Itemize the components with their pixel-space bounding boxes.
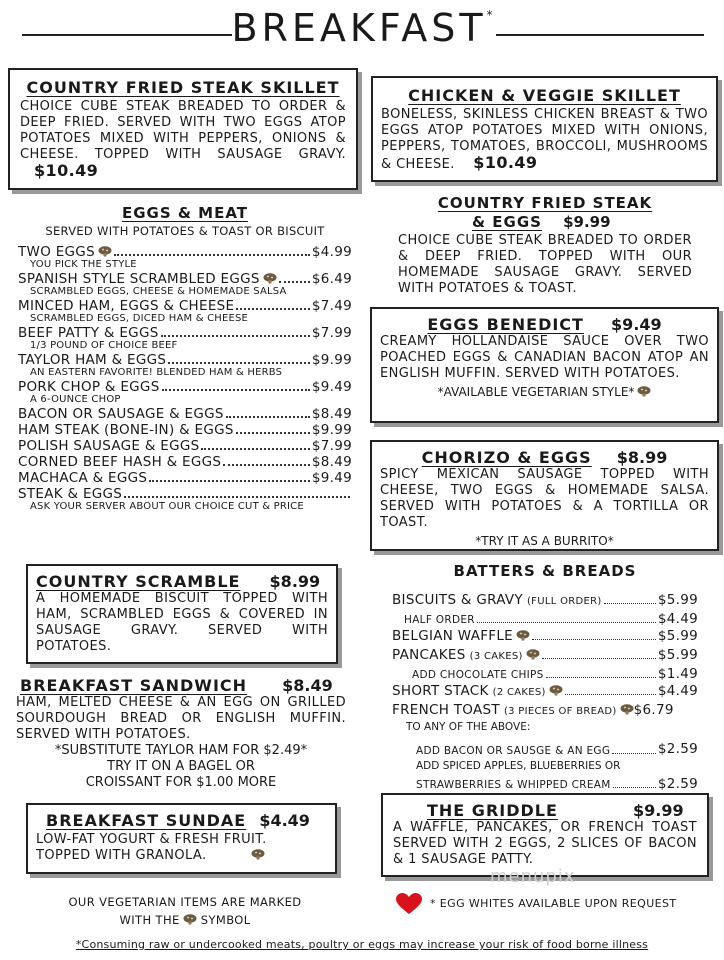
egg-whites-note: * EGG WHITES AVAILABLE UPON REQUEST	[430, 897, 677, 910]
menu-item	[18, 438, 352, 454]
vegetarian-icon	[98, 246, 112, 256]
country-scramble-price: $8.99	[269, 572, 321, 591]
chorizo-title: CHORIZO & EGGS	[421, 448, 592, 467]
menu-item-add-fruit: STRAWBERRIES & WHIPPED CREAM $2.59	[416, 776, 698, 792]
country-steak-eggs-title-line2: & EGGS $9.99	[472, 213, 611, 231]
country-scramble-box	[26, 564, 338, 664]
menu-item	[18, 406, 352, 422]
disclaimer: *Consuming raw or undercooked meats, poultry or eggs may increase your risk of food borne illness	[75, 938, 649, 951]
eggs-meat-subtitle: SERVED WITH POTATOES & TOAST OR BISCUIT	[45, 224, 325, 238]
menu-item-french-toast: FRENCH TOAST (3 PIECES OF BREAD) $6.79	[392, 702, 674, 718]
breakfast-sandwich-note3: CROISSANT FOR $1.00 MORE	[85, 775, 277, 790]
menu-item-biscuits: BISCUITS & GRAVY (FULL ORDER) $5.99	[392, 592, 698, 608]
eggs-meat-list	[18, 244, 352, 512]
menu-item-price: $8.49	[311, 454, 352, 470]
eggs-benedict-title: EGGS BENEDICT	[427, 315, 584, 334]
breakfast-sundae-price: $4.49	[259, 811, 310, 830]
menu-item-name: BACON OR SAUSAGE & EGGS	[18, 406, 224, 422]
breakfast-sandwich-title: BREAKFAST SANDWICH	[20, 676, 248, 695]
chorizo-note: *TRY IT AS A BURRITO*	[475, 534, 614, 548]
title-rule-right	[496, 34, 704, 36]
menu-item-note: AN EASTERN FAVORITE! BLENDED HAM & HERBS	[30, 367, 283, 378]
vegetarian-icon	[549, 685, 563, 695]
breakfast-sundae-title: BREAKFAST SUNDAE	[46, 811, 247, 830]
country-scramble-heading	[36, 572, 328, 591]
menu-item-add-bacon: ADD BACON OR SAUSGE & AN EGG $2.59	[416, 741, 698, 757]
vegetarian-legend	[40, 893, 330, 929]
breakfast-sandwich-price: $8.49	[282, 676, 333, 695]
menu-item-name: STEAK & EGGS	[18, 486, 123, 502]
menu-item	[18, 379, 352, 395]
menu-item-price: $9.49	[311, 470, 352, 486]
country-steak-eggs-price: $9.99	[563, 213, 611, 231]
menu-header	[0, 4, 724, 48]
eggs-benedict-heading	[380, 315, 709, 334]
country-steak-eggs-desc: CHOICE CUBE STEAK BREADED TO ORDER & DEEP FRIED. TOPPED WITH OUR HOMEMADE SAUSAGE GRAVY. SERVED WITH POTATOES & TOAST.	[398, 233, 692, 296]
menu-item-short-stack: SHORT STACK (2 CAKES) $4.49	[392, 683, 698, 699]
griddle-desc: A WAFFLE, PANCAKES, OR FRENCH TOAST SERVED WITH 2 EGGS, 2 SLICES OF BACON & 1 SAUSAGE PATTY.	[393, 820, 697, 867]
country-fried-skillet-price: $10.49	[34, 161, 99, 180]
vegetarian-icon	[637, 386, 651, 396]
menu-item-waffle: BELGIAN WAFFLE $5.99	[392, 628, 698, 644]
menu-item-name: TWO EGGS	[18, 244, 95, 260]
page-title: BREAKFAST*	[231, 6, 493, 50]
menu-item	[18, 271, 352, 287]
country-steak-eggs-section	[392, 194, 698, 297]
batters-title: BATTERS & BREADS	[453, 562, 637, 580]
menu-item-note: 1/3 POUND OF CHOICE BEEF	[30, 340, 178, 351]
menu-item	[18, 422, 352, 438]
country-scramble-desc: A HOMEMADE BISCUIT TOPPED WITH HAM, SCRAMBLED EGGS & COVERED IN SAUSAGE GRAVY. SERVED WITH POTATOES.	[36, 591, 328, 654]
menu-item-name: BEEF PATTY & EGGS	[18, 325, 159, 341]
menu-item-price: $4.99	[311, 244, 352, 260]
breakfast-sundae-box	[26, 803, 337, 874]
chorizo-desc: SPICY MEXICAN SAUSAGE TOPPED WITH CHEESE, TWO EGGS & HOMEMADE SALSA. SERVED WITH POTATOES & A TORTILLA OR TOAST.	[380, 467, 709, 530]
menu-item-note: ASK YOUR SERVER ABOUT OUR CHOICE CUT & PRICE	[30, 501, 304, 512]
eggs-benedict-price: $9.49	[611, 315, 662, 334]
watermark: menupix	[490, 866, 576, 887]
menu-item	[18, 325, 352, 341]
menu-item-price: $9.49	[311, 379, 352, 395]
country-scramble-title: COUNTRY SCRAMBLE	[36, 572, 241, 591]
vegetarian-icon	[526, 649, 540, 659]
menu-item-name: SPANISH STYLE SCRAMBLED EGGS	[18, 271, 260, 287]
menu-item	[18, 244, 352, 260]
menu-item-price: $7.99	[311, 438, 352, 454]
menu-item-price: $9.99	[311, 422, 352, 438]
batters-section	[392, 562, 698, 794]
vegetarian-legend-line2: WITH THE SYMBOL	[119, 913, 251, 927]
chicken-skillet-desc: BONELESS, SKINLESS CHICKEN BREAST & TWO EGGS ATOP POTATOES MIXED WITH ONIONS, PEPPERS, TOMATOES, BROCCOLI, MUSHROOMS & CHEESE. $10.49	[381, 107, 708, 172]
eggs-benedict-desc: CREAMY HOLLANDAISE SAUCE OVER TWO POACHED EGGS & CANADIAN BACON ATOP AN ENGLISH MUFFIN. SERVED WITH POTATOES.	[380, 334, 709, 381]
menu-item-half-order: HALF ORDER $4.49	[404, 611, 698, 627]
menu-item-name: CORNED BEEF HASH & EGGS	[18, 454, 222, 470]
menu-item	[18, 298, 352, 314]
menu-item-price: $8.49	[311, 406, 352, 422]
menu-item	[18, 352, 352, 368]
menu-item-price: $9.99	[311, 352, 352, 368]
menu-item-note: SCRAMBLED EGGS, DICED HAM & CHEESE	[30, 313, 249, 324]
chorizo-box	[370, 440, 719, 551]
menu-item-name: POLISH SAUSAGE & EGGS	[18, 438, 200, 454]
chicken-skillet-title: CHICKEN & VEGGIE SKILLET	[408, 86, 681, 105]
menu-item	[18, 486, 352, 502]
griddle-price: $9.99	[633, 801, 684, 820]
menu-item-pancakes: PANCAKES (3 CAKES) $5.99	[392, 647, 698, 663]
eggs-meat-section	[18, 204, 352, 513]
country-fried-skillet-desc: CHOICE CUBE STEAK BREADED TO ORDER & DEEP FRIED. SERVED WITH TWO EGGS ATOP POTATOES MIXED WITH PEPPERS, ONIONS & CHEESE. TOPPED WITH SAUSAGE GRAVY. $10.49	[20, 99, 346, 180]
breakfast-sundae-heading	[36, 811, 327, 830]
breakfast-sandwich-heading	[16, 676, 346, 695]
griddle-box	[381, 793, 709, 877]
chicken-skillet-box	[371, 76, 718, 182]
eggs-benedict-box	[370, 307, 719, 423]
menu-item-note: A 6-OUNCE CHOP	[30, 394, 121, 405]
menu-item-price: $7.99	[311, 325, 352, 341]
menu-item-chocolate-chips: ADD CHOCOLATE CHIPS $1.49	[412, 666, 698, 682]
vegetarian-icon	[251, 849, 265, 859]
menu-item-price: $7.49	[311, 298, 352, 314]
breakfast-sandwich-note2: TRY IT ON A BAGEL OR	[107, 759, 255, 774]
menu-item-name: MINCED HAM, EGGS & CHEESE	[18, 298, 235, 314]
chicken-skillet-price: $10.49	[473, 153, 538, 172]
heart-icon	[396, 893, 422, 919]
griddle-title: THE GRIDDLE	[427, 801, 558, 820]
country-fried-skillet-box	[8, 68, 358, 190]
batters-list	[392, 592, 698, 794]
menu-item-name: HAM STEAK (BONE-IN) & EGGS	[18, 422, 234, 438]
breakfast-sundae-desc1: LOW-FAT YOGURT & FRESH FRUIT.	[36, 832, 267, 847]
menu-item-note: SCRAMBLED EGGS, CHEESE & HOMEMADE SALSA	[30, 286, 287, 297]
menu-item-note: YOU PICK THE STYLE	[30, 259, 137, 270]
griddle-heading	[393, 801, 697, 820]
vegetarian-icon	[183, 914, 197, 924]
chorizo-heading	[380, 448, 709, 467]
vegetarian-icon	[620, 704, 634, 714]
chorizo-price: $8.99	[616, 448, 668, 467]
eggs-meat-title: EGGS & MEAT	[121, 204, 249, 222]
vegetarian-icon	[263, 273, 277, 283]
menu-item	[18, 470, 352, 486]
breakfast-sandwich-notes	[16, 743, 346, 791]
menu-item-price: $6.49	[311, 271, 352, 287]
country-steak-eggs-title: COUNTRY FRIED STEAK	[437, 194, 653, 212]
vegetarian-icon	[516, 630, 530, 640]
menu-item-name: TAYLOR HAM & EGGS	[18, 352, 167, 368]
country-fried-skillet-title: COUNTRY FRIED STEAK SKILLET	[26, 78, 340, 97]
breakfast-sandwich-desc: HAM, MELTED CHEESE & AN EGG ON GRILLED SOURDOUGH BREAD OR ENGLISH MUFFIN. SERVED WITH POTATOES.	[16, 695, 346, 742]
eggs-benedict-note: *AVAILABLE VEGETARIAN STYLE*	[380, 385, 709, 399]
vegetarian-legend-line1: OUR VEGETARIAN ITEMS ARE MARKED	[68, 895, 302, 909]
batters-any-label: TO ANY OF THE ABOVE:	[406, 721, 531, 733]
breakfast-sandwich-section	[16, 676, 346, 791]
batters-apples-line1: ADD SPICED APPLES, BLUEBERRIES OR	[416, 760, 621, 772]
menu-item	[18, 454, 352, 470]
menu-item-name: PORK CHOP & EGGS	[18, 379, 160, 395]
breakfast-sundae-desc2: TOPPED WITH GRANOLA.	[36, 848, 327, 864]
menu-item-name: MACHACA & EGGS	[18, 470, 148, 486]
breakfast-sandwich-note1: *SUBSTITUTE TAYLOR HAM FOR $2.49*	[54, 743, 308, 758]
